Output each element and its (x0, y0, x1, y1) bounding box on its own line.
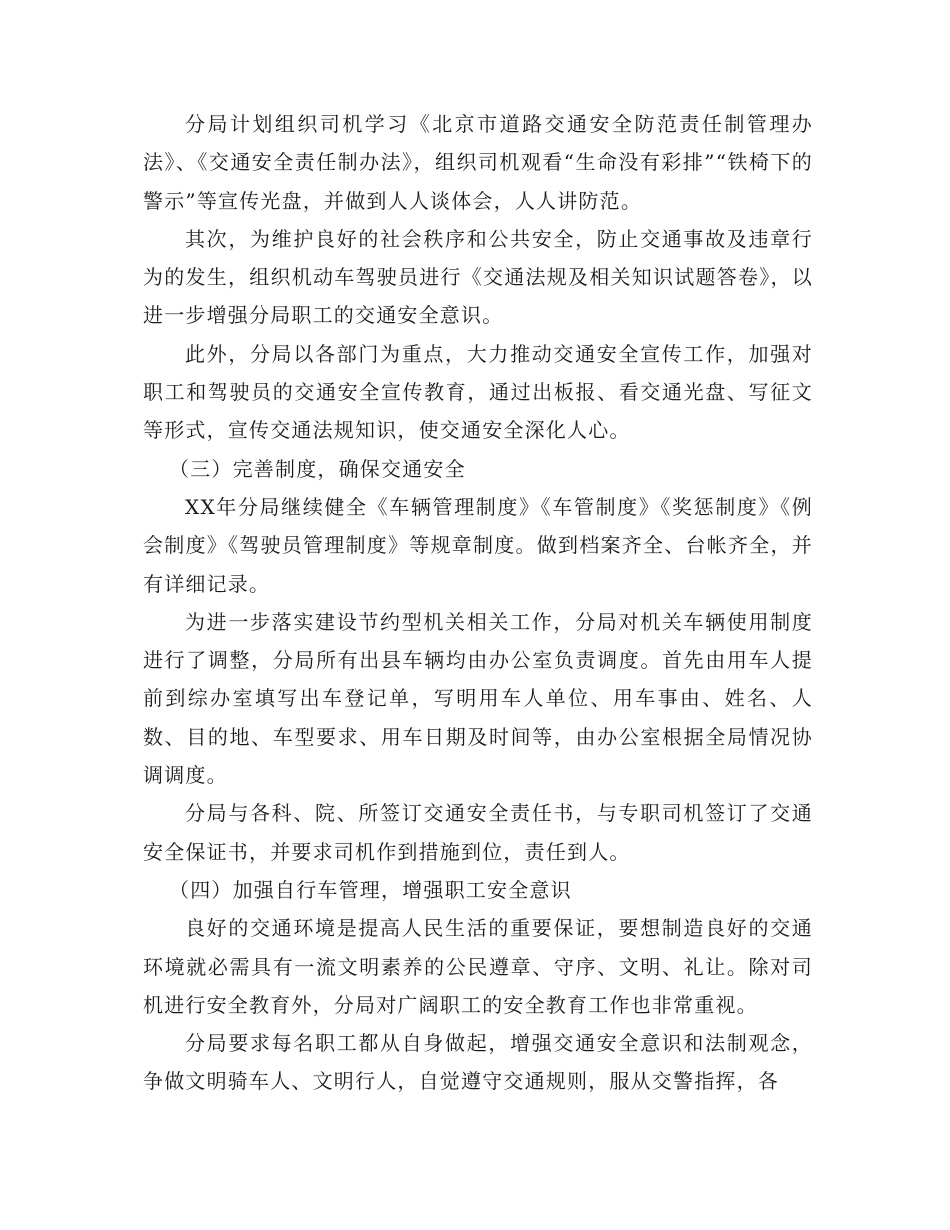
paragraph-5: 为进一步落实建设节约型机关相关工作，分局对机关车辆使用制度进行了调整，分局所有出县车辆均由办公室负责调度。首先由用车人提前到综办室填写出车登记单，写明用车人单位、用车事由、姓名、人数、目的地、车型要求、用车日期及时间等，由办公室根据全局情况协调调度。 (143, 609, 813, 788)
paragraph-6: 分局与各科、院、所签订交通安全责任书，与专职司机签订了交通安全保证书，并要求司机作到措施到位，责任到人。 (143, 801, 813, 864)
section-heading-3: （三）完善制度，确保交通安全 (169, 456, 466, 481)
paragraph-4: XX年分局继续健全《车辆管理制度》《车管制度》《奖惩制度》《例会制度》《驾驶员管理制度》等规章制度。做到档案齐全、台帐齐全，并有详细记录。 (143, 494, 813, 596)
section-heading-4: （四）加强自行车管理，增强职工安全意识 (169, 877, 572, 902)
paragraph-7: 良好的交通环境是提高人民生活的重要保证，要想制造良好的交通环境就必需具有一流文明素养的公民遵章、守序、文明、礼让。除对司机进行安全教育外，分局对广阔职工的安全教育工作也非常重视。 (143, 916, 813, 1017)
paragraph-1: 分局计划组织司机学习《北京市道路交通安全防范责任制管理办法》、《交通安全责任制办法》，组织司机观看“生命没有彩排”“铁椅下的警示”等宣传光盘，并做到人人谈体会，人人讲防范。 (143, 112, 813, 213)
document-body (143, 105, 813, 1101)
paragraph-8: 分局要求每名职工都从自身做起，增强交通安全意识和法制观念，争做文明骑车人、文明行人，自觉遵守交通规则，服从交警指挥，各 (143, 1031, 813, 1094)
paragraph-3: 此外，分局以各部门为重点，大力推动交通安全宣传工作，加强对职工和驾驶员的交通安全宣传教育，通过出板报、看交通光盘、写征文等形式，宣传交通法规知识，使交通安全深化人心。 (143, 341, 813, 443)
paragraph-2: 其次，为维护良好的社会秩序和公共安全，防止交通事故及违章行为的发生，组织机动车驾驶员进行《交通法规及相关知识试题答卷》，以进一步增强分局职工的交通安全意识。 (143, 226, 813, 328)
